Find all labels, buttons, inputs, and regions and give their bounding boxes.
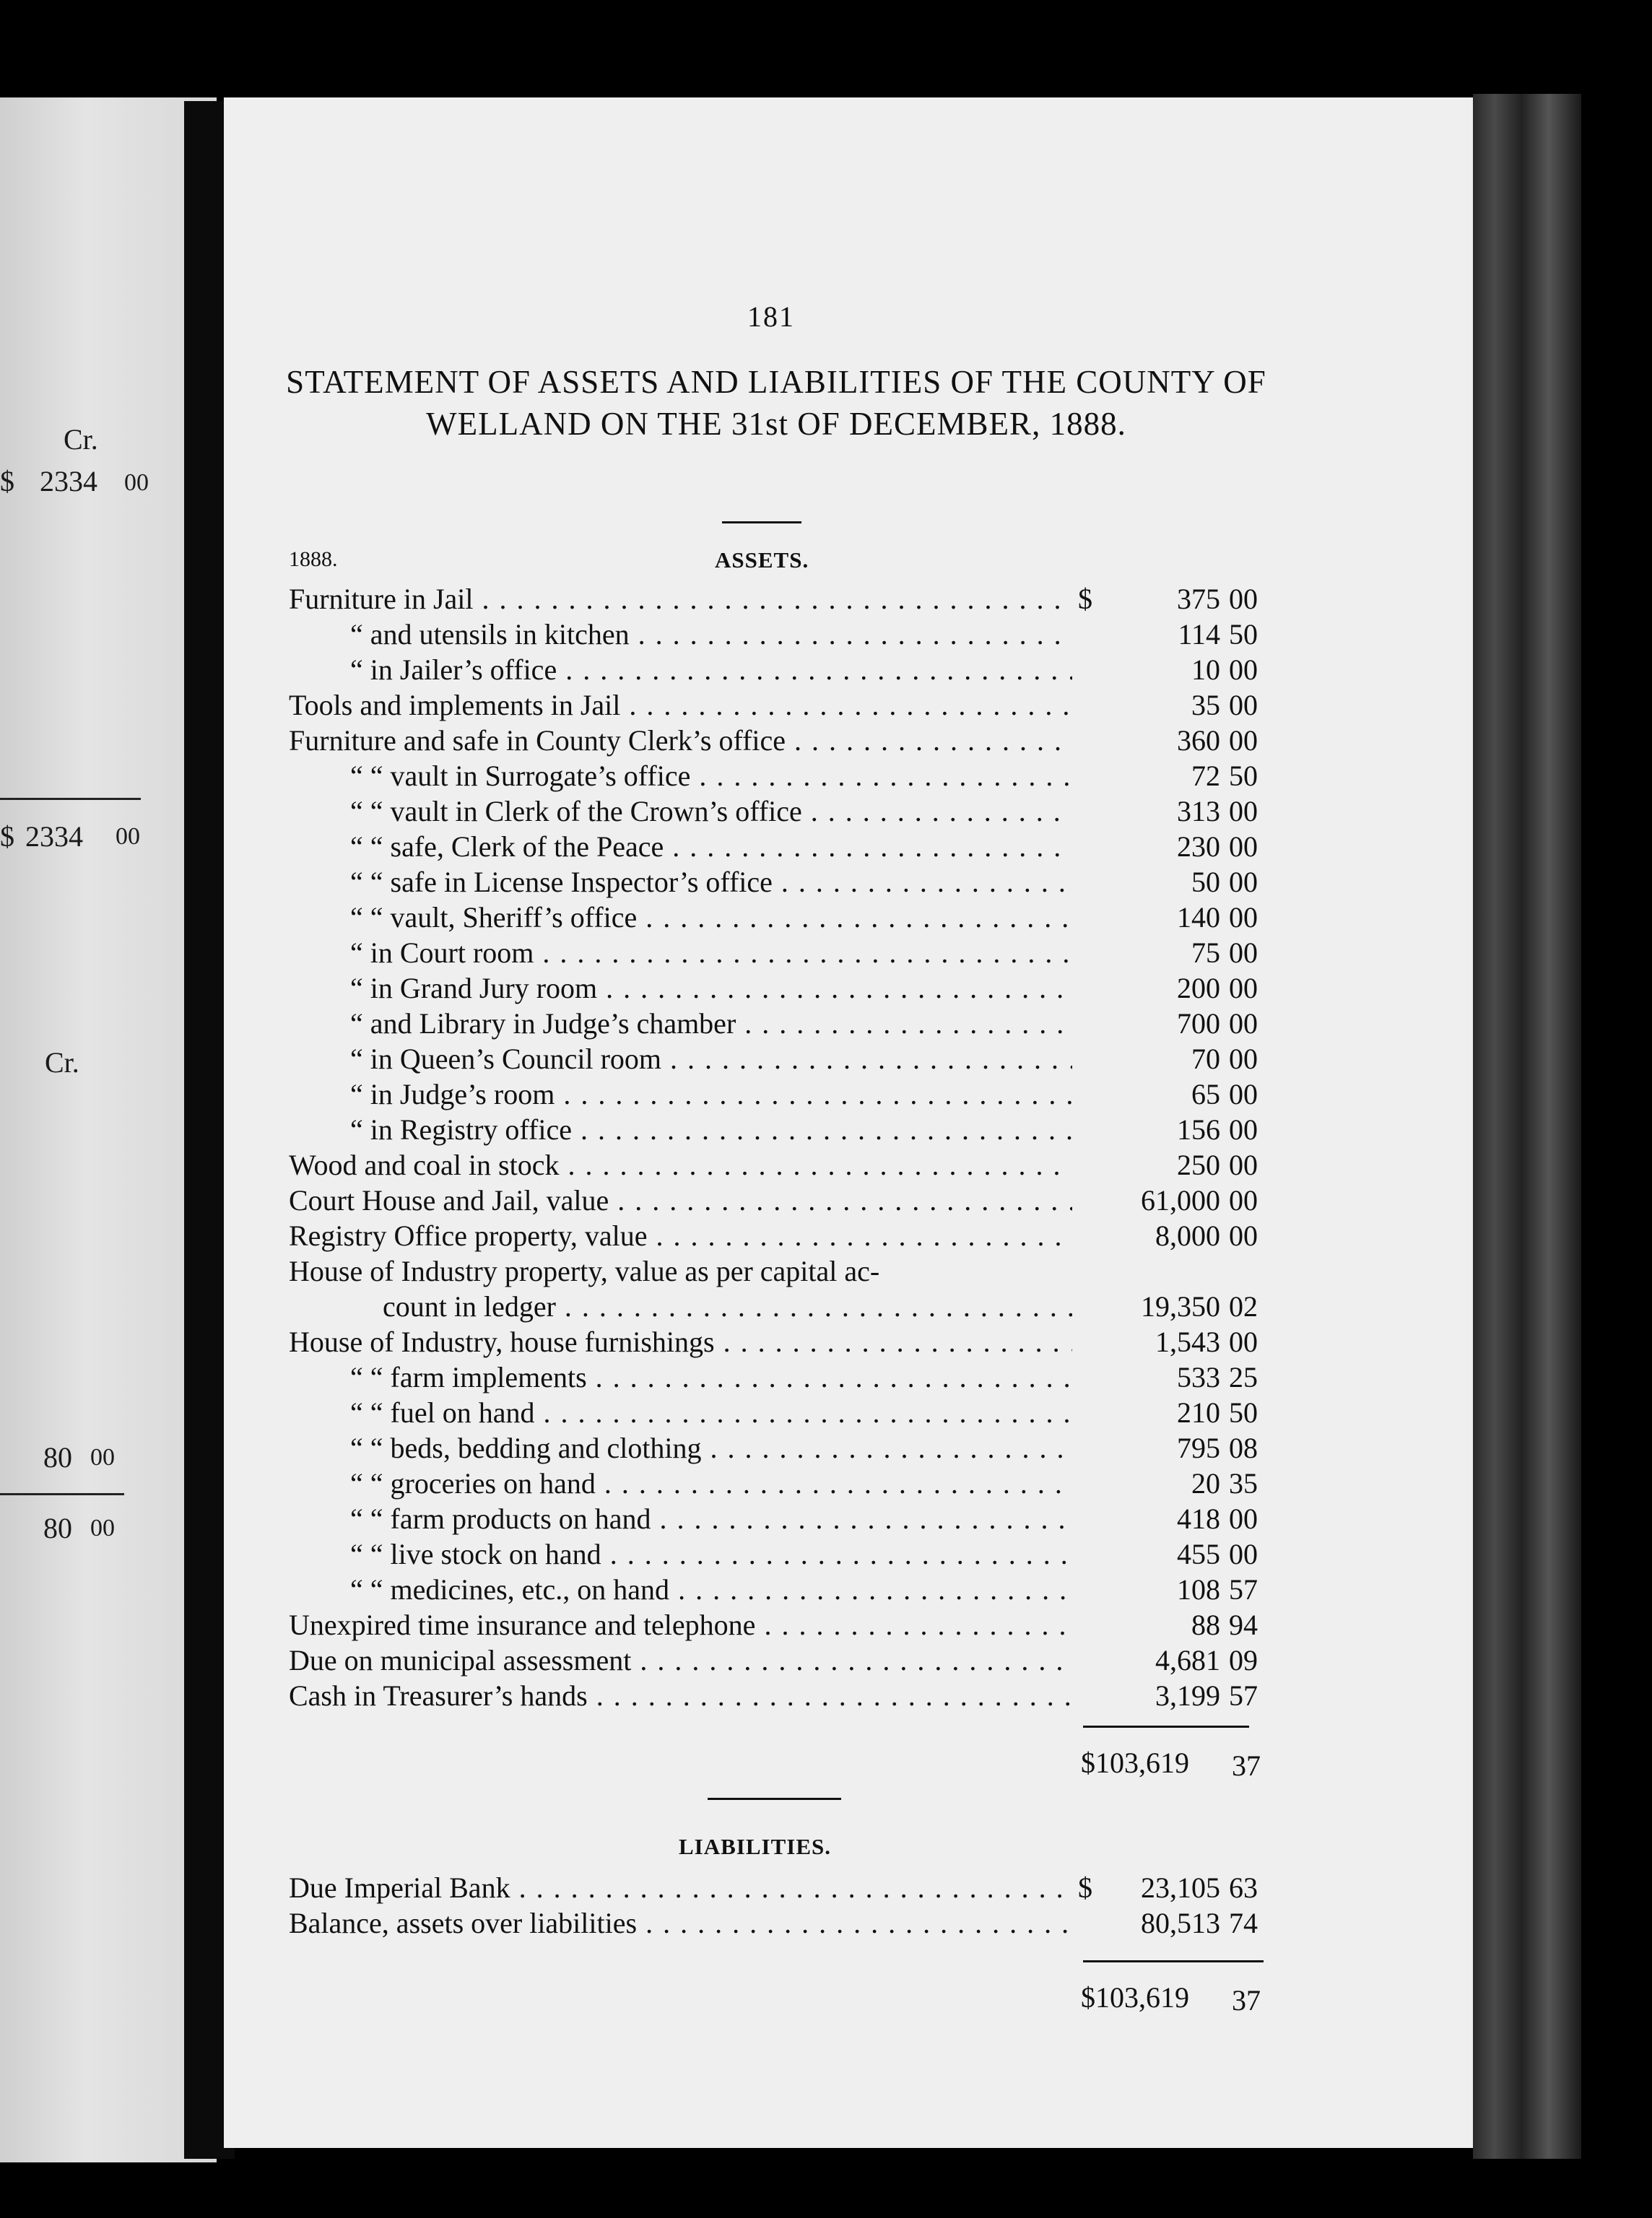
row-amount: 80,513	[1141, 1907, 1220, 1939]
left-rule-1	[0, 798, 141, 800]
row-amount: 200	[1177, 972, 1220, 1004]
left-amount-3: 80	[43, 1441, 72, 1474]
row-cents: 00	[1229, 1219, 1258, 1252]
row-label: “ in Grand Jury room . . .	[350, 970, 1072, 1006]
left-cr-label-2: Cr.	[45, 1046, 79, 1079]
row-amount: 19,350	[1141, 1290, 1220, 1323]
page-title: STATEMENT OF ASSETS AND LIABILITIES OF THE COUNTY OF WELLAND ON THE 31st OF DECEMBER, 1888.	[286, 364, 1266, 442]
year-label: 1888.	[289, 547, 338, 571]
table-row	[289, 1324, 1271, 1360]
row-cents: 57	[1229, 1573, 1258, 1606]
row-amount: 108	[1177, 1573, 1220, 1606]
row-cents: 63	[1229, 1871, 1258, 1904]
row-amount: 20	[1191, 1467, 1220, 1500]
row-amount: 61,000	[1141, 1184, 1220, 1217]
row-cents: 00	[1229, 1007, 1258, 1040]
row-label: “ “ farm implements . . .	[350, 1360, 1072, 1396]
table-row	[289, 652, 1271, 688]
row-cents: 08	[1229, 1432, 1258, 1464]
table-row	[289, 1643, 1271, 1679]
assets-total-cents: 37	[1232, 1749, 1261, 1782]
row-label: “ “ live stock on hand . . .	[350, 1536, 1072, 1573]
row-label: House of Industry, house furnishings . . .	[289, 1324, 1072, 1360]
row-label: “ “ medicines, etc., on hand . . .	[350, 1572, 1072, 1608]
row-amount: 1,543	[1155, 1326, 1220, 1358]
row-cents: 50	[1229, 618, 1258, 651]
row-cents: 00	[1229, 866, 1258, 898]
row-amount: 4,681	[1155, 1644, 1220, 1676]
row-amount: 3,199	[1155, 1679, 1220, 1712]
row-amount: 250	[1177, 1149, 1220, 1181]
row-label: “ “ groceries on hand . . .	[350, 1466, 1072, 1502]
left-amount-2-cents: 00	[116, 823, 140, 850]
row-cents: 00	[1229, 724, 1258, 757]
table-row	[289, 1572, 1271, 1608]
row-label: “ “ safe, Clerk of the Peace . . .	[350, 829, 1072, 865]
row-cents: 00	[1229, 689, 1258, 721]
table-row	[289, 1430, 1271, 1466]
row-label: Due on municipal assessment . . .	[289, 1643, 1072, 1679]
row-cents: 00	[1229, 795, 1258, 827]
table-row	[289, 1870, 1271, 1906]
row-amount: 50	[1191, 866, 1220, 898]
row-label: count in ledger . . .	[383, 1289, 1072, 1325]
row-amount: 375	[1177, 583, 1220, 615]
row-amount: 70	[1191, 1043, 1220, 1075]
liabilities-sum-rule	[1083, 1960, 1264, 1962]
row-label: “ in Judge’s room . . .	[350, 1077, 1072, 1113]
row-amount: 10	[1191, 653, 1220, 686]
left-rule-2	[0, 1493, 124, 1495]
row-cents: 25	[1229, 1361, 1258, 1393]
table-row	[289, 1218, 1271, 1254]
table-row	[289, 1466, 1271, 1502]
table-row	[289, 723, 1271, 759]
row-cents: 00	[1229, 1078, 1258, 1110]
left-amount-2: 2334	[25, 820, 83, 853]
row-label: “ in Registry office . . .	[350, 1112, 1072, 1148]
row-label: Wood and coal in stock . . .	[289, 1147, 1072, 1183]
row-amount: 88	[1191, 1609, 1220, 1641]
row-amount: 156	[1177, 1113, 1220, 1146]
row-amount: 360	[1177, 724, 1220, 757]
row-cents: 00	[1229, 830, 1258, 863]
row-cents: 00	[1229, 653, 1258, 686]
row-amount: 65	[1191, 1078, 1220, 1110]
row-cents: 00	[1229, 936, 1258, 969]
assets-total: $103,619	[1081, 1747, 1189, 1779]
row-cents: 00	[1229, 972, 1258, 1004]
table-row	[289, 900, 1271, 936]
row-amount: 700	[1177, 1007, 1220, 1040]
row-dollar-sign: $	[1078, 583, 1092, 615]
row-amount: 8,000	[1155, 1219, 1220, 1252]
liabilities-heading: LIABILITIES.	[679, 1834, 832, 1859]
row-amount: 313	[1177, 795, 1220, 827]
table-row	[289, 1678, 1271, 1714]
row-label: “ in Jailer’s office . . .	[350, 652, 1072, 688]
row-label: “ in Queen’s Council room . . .	[350, 1041, 1072, 1077]
table-row	[289, 687, 1271, 723]
left-amount-1-dollar: $	[0, 465, 14, 497]
table-row	[289, 1501, 1271, 1537]
table-row	[289, 1607, 1271, 1643]
row-cents: 00	[1229, 901, 1258, 934]
row-amount: 114	[1178, 618, 1220, 651]
left-amount-3-cents: 00	[90, 1444, 115, 1471]
table-row	[289, 793, 1271, 830]
table-row	[289, 935, 1271, 971]
table-row	[289, 1253, 1271, 1290]
row-label: “ “ vault, Sheriff’s office . . .	[350, 900, 1072, 936]
row-cents: 00	[1229, 1326, 1258, 1358]
left-amount-2-dollar: $	[0, 820, 14, 853]
left-amount-4: 80	[43, 1512, 72, 1544]
table-row	[289, 1289, 1271, 1325]
row-amount: 140	[1177, 901, 1220, 934]
table-row	[289, 1077, 1271, 1113]
row-label: “ “ fuel on hand . . .	[350, 1395, 1072, 1431]
row-amount: 455	[1177, 1538, 1220, 1570]
row-cents: 00	[1229, 1113, 1258, 1146]
row-label: “ “ safe in License Inspector’s office . . .	[350, 864, 1072, 900]
table-row	[289, 829, 1271, 865]
title-rule	[722, 521, 801, 523]
row-cents: 00	[1229, 1043, 1258, 1075]
row-amount: 210	[1177, 1396, 1220, 1429]
page-number: 181	[747, 300, 795, 333]
row-cents: 35	[1229, 1467, 1258, 1500]
row-amount: 418	[1177, 1502, 1220, 1535]
row-label: Registry Office property, value . . .	[289, 1218, 1072, 1254]
row-cents: 74	[1229, 1907, 1258, 1939]
row-cents: 00	[1229, 1149, 1258, 1181]
row-label: “ and Library in Judge’s chamber . . .	[350, 1006, 1072, 1042]
row-label: “ and utensils in kitchen . . .	[350, 617, 1072, 653]
row-cents: 00	[1229, 1538, 1258, 1570]
row-cents: 09	[1229, 1644, 1258, 1676]
row-amount: 23,105	[1141, 1871, 1220, 1904]
row-label: Tools and implements in Jail . . .	[289, 687, 1072, 723]
row-cents: 00	[1229, 1502, 1258, 1535]
row-cents: 94	[1229, 1609, 1258, 1641]
table-row	[289, 1112, 1271, 1148]
row-amount: 533	[1177, 1361, 1220, 1393]
row-cents: 02	[1229, 1290, 1258, 1323]
row-dollar-sign: $	[1078, 1871, 1092, 1904]
row-label: Due Imperial Bank . . .	[289, 1870, 1072, 1906]
table-row	[289, 1183, 1271, 1219]
table-row	[289, 1360, 1271, 1396]
table-row	[289, 970, 1271, 1006]
left-amount-1-cents: 00	[124, 469, 149, 496]
table-row	[289, 1905, 1271, 1941]
table-row	[289, 617, 1271, 653]
table-row	[289, 1006, 1271, 1042]
row-cents: 57	[1229, 1679, 1258, 1712]
table-row	[289, 581, 1271, 617]
left-amount-4-cents: 00	[90, 1515, 115, 1541]
left-amount-1: 2334	[40, 465, 97, 497]
row-label: Court House and Jail, value . . .	[289, 1183, 1072, 1219]
row-label: House of Industry property, value as per capital ac-	[289, 1255, 880, 1287]
table-row	[289, 1147, 1271, 1183]
row-amount: 35	[1191, 689, 1220, 721]
row-cents: 50	[1229, 760, 1258, 792]
assets-heading: ASSETS.	[715, 547, 809, 573]
row-label: “ “ vault in Surrogate’s office . . .	[350, 758, 1072, 794]
row-amount: 75	[1191, 936, 1220, 969]
row-label: Furniture in Jail . . .	[289, 581, 1072, 617]
row-amount: 230	[1177, 830, 1220, 863]
left-cr-label-1: Cr.	[64, 423, 98, 456]
row-amount: 795	[1177, 1432, 1220, 1464]
row-label: Unexpired time insurance and telephone . . .	[289, 1607, 1072, 1643]
row-cents: 50	[1229, 1396, 1258, 1429]
row-label: “ “ vault in Clerk of the Crown’s office . . .	[350, 793, 1072, 830]
row-label: “ in Court room . . .	[350, 935, 1072, 971]
row-label: “ “ farm products on hand . . .	[350, 1501, 1072, 1537]
row-label: Cash in Treasurer’s hands . . .	[289, 1678, 1072, 1714]
row-label: “ “ beds, bedding and clothing . . .	[350, 1430, 1072, 1466]
table-row	[289, 758, 1271, 794]
liabilities-total-cents: 37	[1232, 1984, 1261, 2017]
table-row	[289, 1041, 1271, 1077]
row-label: Furniture and safe in County Clerk’s office . . .	[289, 723, 1072, 759]
row-label: Balance, assets over liabilities . . .	[289, 1905, 1072, 1941]
assets-sum-rule	[1083, 1726, 1249, 1728]
table-row	[289, 1536, 1271, 1573]
row-cents: 00	[1229, 583, 1258, 615]
row-cents: 00	[1229, 1184, 1258, 1217]
book-binding-edge	[1473, 94, 1581, 2159]
liabilities-total: $103,619	[1081, 1981, 1189, 2014]
table-row	[289, 1395, 1271, 1431]
table-row	[289, 864, 1271, 900]
section-separator-rule	[708, 1798, 841, 1800]
row-amount: 72	[1191, 760, 1220, 792]
